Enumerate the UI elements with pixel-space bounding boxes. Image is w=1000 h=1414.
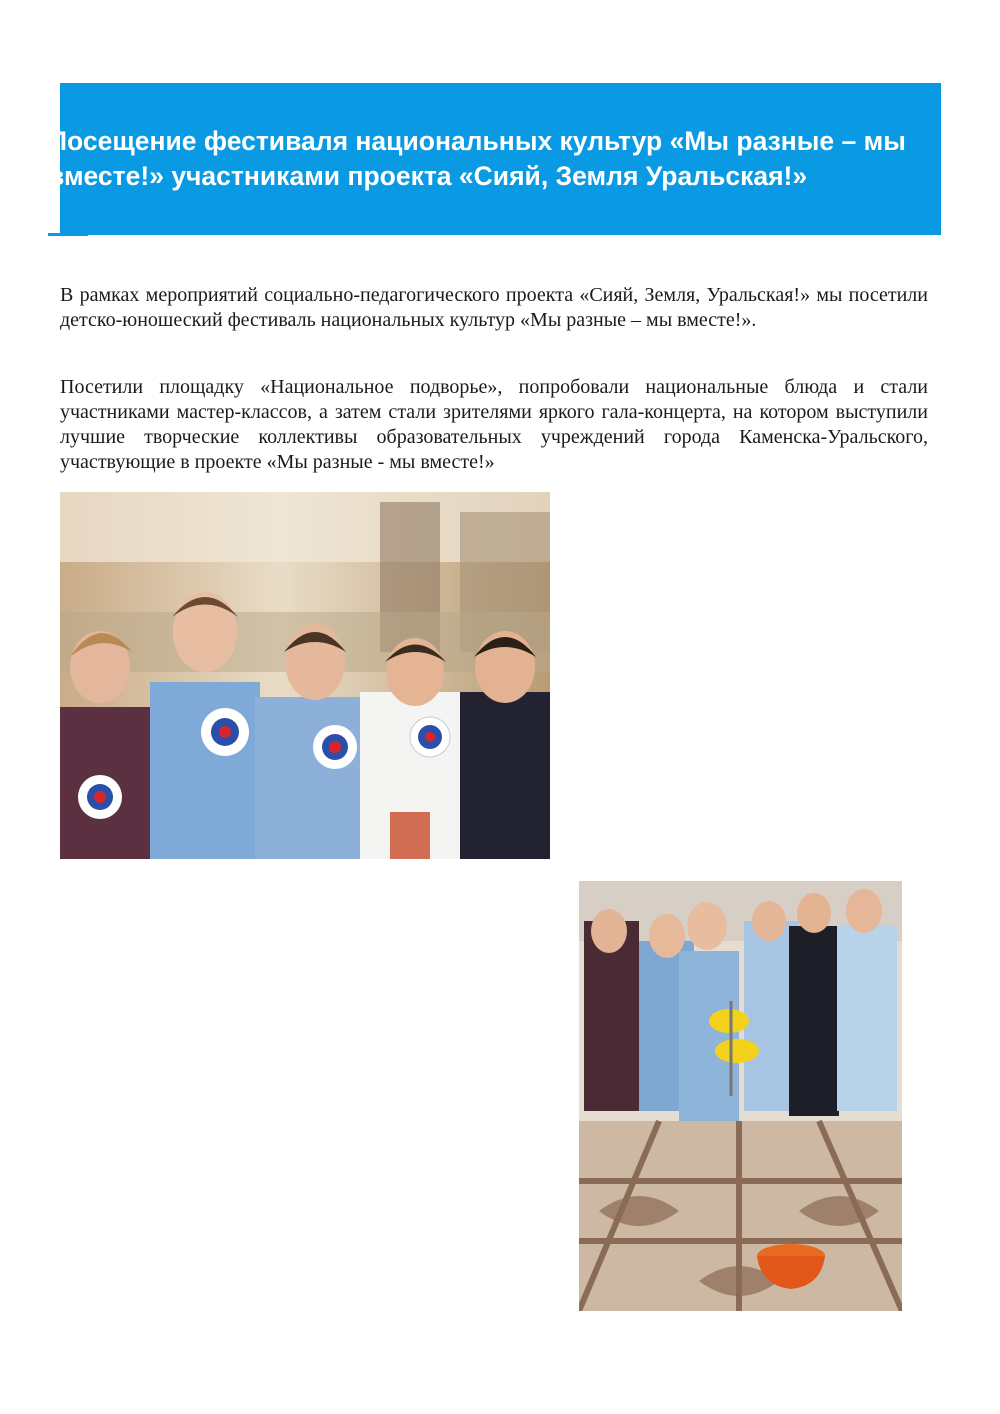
intro-paragraph: В рамках мероприятий социально-педагогического проекта «Сияй, Земля, Уральская!» мы посетили детско-юношеский фестиваль национальных культур «Мы разные – мы вместе!». [60,284,928,331]
details-paragraph: Посетили площадку «Национальное подворье», попробовали национальные блюда и стали участниками мастер-классов, а затем стали зрителями яркого гала-концерта, на котором выступили лучшие творческие коллективы образовательных учреждений города Каменска-Уральского, участвующие в проекте «Мы разные - мы вместе!» [60,376,928,473]
group-photo [60,492,550,859]
title-accent [48,233,88,236]
activity-photo [579,881,902,1311]
page-title: Посещение фестиваля национальных культур «Мы разные – мы вместе!» участниками проекта «Сияй, Земля Уральская!» [48,126,906,191]
